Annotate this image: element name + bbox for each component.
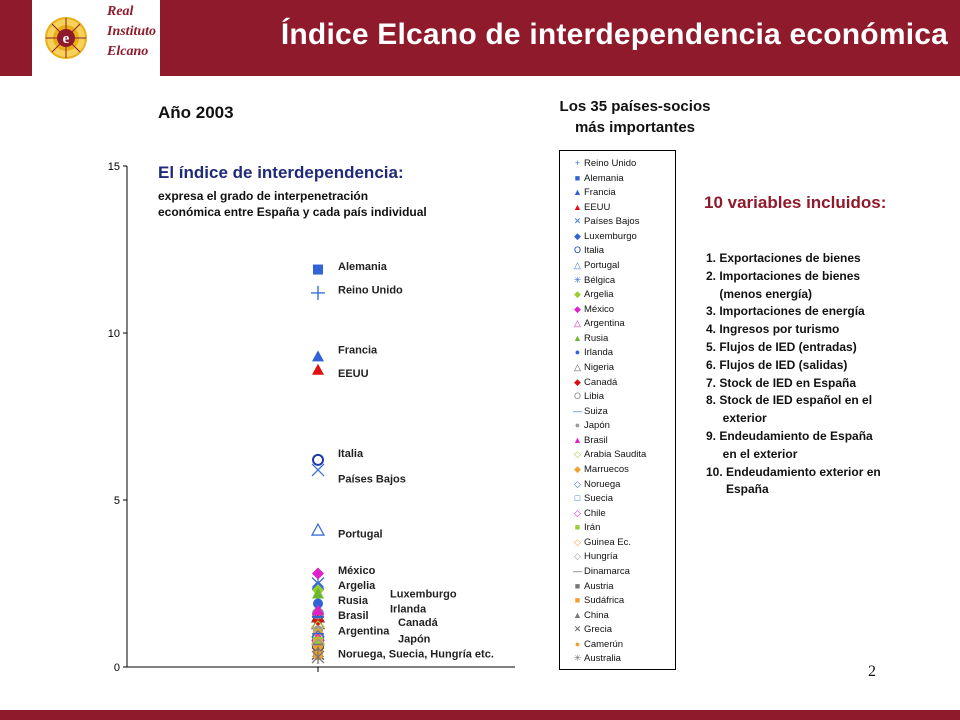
variable-item: 9. Endeudamiento de España bbox=[706, 428, 873, 443]
variables-title: 10 variables incluidos: bbox=[704, 193, 887, 212]
point-label-13: Irlanda bbox=[390, 603, 427, 616]
index-desc-line-2: económica entre España y cada país individual bbox=[158, 205, 427, 219]
legend-item bbox=[572, 477, 620, 491]
legend-item bbox=[572, 302, 614, 316]
legend-marker-icon: △ bbox=[574, 318, 581, 329]
legend-item bbox=[572, 462, 629, 476]
legend-item bbox=[572, 520, 600, 534]
legend-label: Chile bbox=[584, 507, 606, 519]
legend-marker-icon: — bbox=[573, 405, 582, 416]
legend-marker-icon: ✕ bbox=[573, 216, 582, 227]
variables-list bbox=[706, 250, 881, 499]
data-point-10 bbox=[312, 567, 324, 579]
legend-label: Australia bbox=[584, 653, 621, 665]
variable-item: (menos energía) bbox=[706, 286, 813, 301]
legend-item bbox=[572, 214, 639, 228]
legend-marker-icon: ● bbox=[574, 638, 581, 649]
legend-item bbox=[572, 651, 621, 665]
variable-item: 7. Stock de IED en España bbox=[706, 375, 857, 390]
legend-item bbox=[572, 273, 615, 287]
legend-marker-icon: ■ bbox=[574, 522, 581, 533]
socios-title-line-1: Los 35 países-socios bbox=[559, 98, 711, 115]
variable-item: 6. Flujos de IED (salidas) bbox=[706, 357, 848, 372]
legend-marker-icon: ▲ bbox=[573, 332, 582, 343]
logo-line-real: Real bbox=[107, 4, 134, 19]
legend-label: Austria bbox=[584, 580, 614, 592]
legend-item bbox=[572, 171, 624, 185]
variable-item: 1. Exportaciones de bienes bbox=[706, 251, 861, 265]
data-point-3 bbox=[312, 364, 324, 375]
legend-label: Alemania bbox=[584, 172, 624, 184]
variable-item: 10. Endeudamiento exterior en bbox=[706, 464, 881, 479]
legend-marker-icon: O bbox=[573, 245, 581, 256]
legend-marker-icon: ◇ bbox=[574, 536, 581, 547]
legend-marker-icon: ◆ bbox=[574, 289, 581, 300]
legend-marker-icon: ▲ bbox=[573, 434, 582, 445]
legend-marker-icon: + bbox=[574, 158, 581, 168]
variable-item: 2. Importaciones de bienes bbox=[706, 268, 861, 283]
variable-item: 3. Importaciones de energía bbox=[706, 304, 865, 319]
legend-marker-icon: ✳ bbox=[573, 653, 582, 664]
point-label-2: Francia bbox=[338, 344, 378, 357]
legend-item bbox=[572, 491, 613, 505]
point-label-8: Argelia bbox=[338, 580, 376, 593]
legend-label: Irlanda bbox=[584, 347, 614, 359]
legend-label: Bélgica bbox=[584, 274, 616, 286]
legend-marker-icon: ◆ bbox=[574, 376, 581, 387]
legend-marker-icon: — bbox=[573, 565, 582, 576]
legend-item bbox=[572, 389, 604, 403]
point-label-5: Países Bajos bbox=[338, 473, 406, 486]
legend-marker-icon: ◇ bbox=[574, 507, 581, 518]
legend-marker-icon: ● bbox=[574, 347, 581, 358]
legend-marker-icon: △ bbox=[574, 361, 581, 372]
legend-label: Argentina bbox=[584, 318, 625, 330]
point-label-11: Argentina bbox=[338, 625, 390, 638]
y-tick-label-15: 15 bbox=[107, 161, 120, 173]
data-point-1 bbox=[313, 265, 323, 275]
legend-item bbox=[572, 433, 608, 447]
legend-label: Japón bbox=[584, 420, 610, 432]
legend-item bbox=[572, 200, 610, 214]
legend-marker-icon: ◆ bbox=[574, 463, 581, 474]
data-point-7 bbox=[312, 524, 324, 535]
variable-item: 4. Ingresos por turismo bbox=[706, 322, 840, 337]
legend-label: Suiza bbox=[584, 405, 608, 417]
legend-item bbox=[572, 375, 617, 389]
legend-label: EEUU bbox=[584, 201, 611, 213]
legend-label: Países Bajos bbox=[584, 216, 640, 228]
legend-label: México bbox=[584, 303, 615, 315]
legend-marker-icon: △ bbox=[574, 259, 581, 270]
legend-marker-icon: ■ bbox=[574, 172, 581, 183]
legend-label: Sudáfrica bbox=[584, 595, 625, 607]
legend-item bbox=[572, 593, 624, 607]
legend-item bbox=[572, 506, 606, 520]
legend-label: Hungría bbox=[584, 551, 618, 563]
legend-label: Dinamarca bbox=[584, 565, 630, 577]
legend-label: Guinea Ec. bbox=[584, 536, 631, 548]
legend-marker-icon: ◆ bbox=[574, 230, 581, 241]
legend-label: Noruega bbox=[584, 478, 621, 490]
legend-label: Reino Unido bbox=[584, 158, 637, 169]
data-point-6 bbox=[313, 455, 323, 465]
variable-item: exterior bbox=[706, 411, 767, 426]
legend-item bbox=[572, 258, 619, 272]
y-tick-label-0: 0 bbox=[113, 662, 120, 674]
variable-item: 5. Flujos de IED (entradas) bbox=[706, 339, 857, 354]
legend-label: Irán bbox=[584, 522, 601, 534]
legend-item bbox=[572, 156, 636, 170]
legend-label: Argelia bbox=[584, 289, 614, 301]
point-label-15: Japón bbox=[398, 633, 431, 646]
legend-label: Brasil bbox=[584, 434, 608, 446]
legend-item bbox=[572, 360, 614, 374]
legend-item bbox=[572, 185, 616, 199]
y-tick-label-10: 10 bbox=[107, 328, 120, 340]
legend-item bbox=[572, 229, 637, 243]
page-number: 2 bbox=[868, 663, 876, 680]
legend-item bbox=[572, 331, 608, 345]
legend-item bbox=[572, 637, 623, 651]
legend-item bbox=[572, 243, 604, 257]
legend-label: Luxemburgo bbox=[584, 230, 637, 242]
legend-label: Suecia bbox=[584, 493, 614, 505]
point-label-9: Rusia bbox=[338, 595, 368, 608]
point-label-4: Italia bbox=[338, 448, 364, 461]
variable-item: 8. Stock de IED español en el bbox=[706, 393, 873, 408]
legend-marker-icon: ◇ bbox=[574, 551, 581, 562]
chart-legend bbox=[559, 150, 676, 670]
point-label-1: Reino Unido bbox=[338, 284, 403, 297]
data-point-0 bbox=[311, 286, 325, 300]
legend-marker-icon: O bbox=[573, 391, 581, 402]
legend-label: Canadá bbox=[584, 376, 618, 388]
legend-label: Nigeria bbox=[584, 361, 615, 373]
logo-line-elcano: Elcano bbox=[107, 44, 149, 59]
legend-item bbox=[572, 418, 610, 432]
svg-text:e: e bbox=[62, 31, 70, 47]
legend-marker-icon: ◆ bbox=[574, 303, 581, 314]
variable-item: España bbox=[706, 482, 769, 497]
legend-item bbox=[572, 579, 614, 593]
index-title: El índice de interdependencia: bbox=[158, 163, 404, 182]
point-label-14: Canadá bbox=[398, 616, 438, 629]
point-label-16: Noruega, Suecia, Hungría etc. bbox=[338, 648, 494, 661]
legend-label: Italia bbox=[584, 245, 605, 257]
legend-marker-icon: ● bbox=[574, 420, 581, 431]
legend-label: Grecia bbox=[584, 624, 612, 636]
data-point-2 bbox=[312, 350, 324, 361]
legend-label: Francia bbox=[584, 187, 616, 199]
index-desc-line-1: expresa el grado de interpenetración bbox=[158, 189, 369, 203]
footer-bar bbox=[0, 710, 960, 720]
legend-marker-icon: ◇ bbox=[574, 449, 581, 460]
legend-label: Libia bbox=[584, 391, 605, 403]
legend-item bbox=[572, 447, 646, 461]
legend-label: Marruecos bbox=[584, 463, 629, 475]
legend-item bbox=[572, 608, 609, 622]
legend-label: Rusia bbox=[584, 332, 609, 344]
legend-marker-icon: □ bbox=[574, 493, 581, 504]
legend-item bbox=[572, 345, 613, 359]
legend-item bbox=[572, 549, 618, 563]
point-label-6: Portugal bbox=[338, 528, 383, 541]
year-label: Año 2003 bbox=[158, 103, 234, 122]
legend-label: China bbox=[584, 609, 609, 621]
point-label-7: México bbox=[338, 565, 376, 578]
legend-label: Portugal bbox=[584, 259, 620, 271]
legend-item bbox=[572, 564, 630, 578]
legend-marker-icon: ▲ bbox=[573, 609, 582, 620]
legend-item bbox=[572, 287, 614, 301]
legend-item bbox=[572, 316, 625, 330]
legend-label: Camerún bbox=[584, 638, 624, 650]
socios-title-line-2: más importantes bbox=[574, 119, 696, 136]
point-label-3: EEUU bbox=[338, 368, 369, 381]
legend-label: Arabia Saudita bbox=[584, 449, 647, 461]
legend-item bbox=[572, 535, 631, 549]
variable-item: en el exterior bbox=[706, 446, 798, 461]
legend-marker-icon: ◇ bbox=[574, 478, 581, 489]
legend-item bbox=[572, 404, 608, 418]
page-title: Índice Elcano de interdependencia económica bbox=[280, 18, 948, 51]
legend-marker-icon: ■ bbox=[574, 580, 581, 591]
legend-item bbox=[572, 622, 612, 636]
point-label-12: Luxemburgo bbox=[390, 588, 457, 601]
legend-marker-icon: ▲ bbox=[573, 201, 582, 212]
logo-line-instituto: Instituto bbox=[107, 24, 157, 39]
y-tick-label-5: 5 bbox=[113, 495, 120, 507]
legend-marker-icon: ✕ bbox=[573, 624, 582, 635]
legend-marker-icon: ■ bbox=[574, 595, 581, 606]
point-label-0: Alemania bbox=[338, 261, 387, 274]
legend-marker-icon: ✳ bbox=[573, 274, 582, 285]
point-label-10: Brasil bbox=[338, 610, 369, 623]
legend-marker-icon: ▲ bbox=[573, 187, 582, 198]
